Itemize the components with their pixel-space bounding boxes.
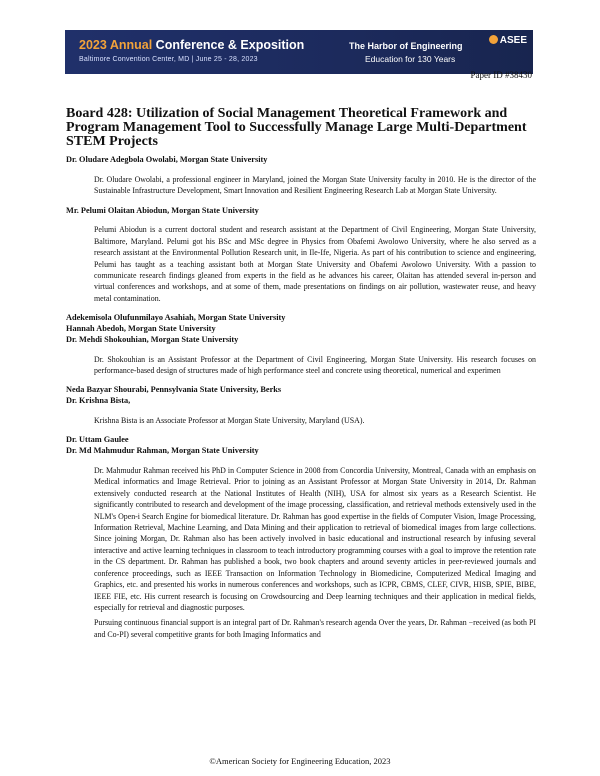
banner-background (65, 30, 533, 74)
author-name: Neda Bazyar Shourabi, Pennsylvania State University, Berks (66, 385, 282, 395)
author-name: Dr. Mehdi Shokouhian, Morgan State University (66, 334, 239, 344)
author-bio: Krishna Bista is an Associate Professor at Morgan State University, Maryland (USA). (94, 416, 365, 426)
author-bio: Pelumi Abiodun is a current doctoral student and research assistant at the Department of Civil Engineering, Morgan State University, Baltimore, Maryland. Pelumi got his BSc and MSc degree in Physics from Obafemi Awolowo University, where he also served as a research assistant at the Environmental Pollution Research unit, in Ile-Ife, Nigeria. As part of his contribution to science and engineering, Pelumi has taught as a teaching assistant both at Morgan State University and Obafemi Awolowo University. With a passion to communicate research findings gleaned from experts in the field as he advances his career, Olaitan has attended several in-person and virtual conferences and workshops, and at some of them, made presentations on findings on air pollution, wastewater reuse, and heavy metal contamination. (94, 225, 536, 303)
asee-logo-icon (489, 35, 498, 44)
banner-location: Baltimore Convention Center, MD | June 25 - 28, 2023 (79, 56, 258, 63)
author-bio: Dr. Shokouhian is an Assistant Professor at the Department of Civil Engineering, Morgan State University. His research focuses on performance-based design of structures made of high performance steel and concrete using theoretical, numerical and experimen (94, 354, 536, 376)
author-bio-continued: Pursuing continuous financial support is an integral part of Dr. Rahman's research agenda Over the years, Dr. Rahman −received (as both PI and Co-PI) several competitive grants for both Imaging Informatics and (94, 618, 536, 639)
authors-section (66, 155, 536, 649)
author-name: Dr. Krishna Bista, (66, 396, 131, 406)
author-bio: Dr. Oludare Owolabi, a professional engineer in Maryland, joined the Morgan State University faculty in 2010. He is the director of the Sustainable Infrastructure Development, Smart Innovation and Resilient Engineering Research Lab at Morgan State University. (94, 174, 536, 196)
author-name: Dr. Oludare Adegbola Owolabi, Morgan State University (66, 155, 268, 164)
copyright-footer: ©American Society for Engineering Education, 2023 (209, 756, 391, 766)
paper-title: Board 428: Utilization of Social Management Theoretical Framework and Program Management Tool to Successfully Manage Large Multi-Department STEM Projects (66, 106, 527, 149)
paper-id: Paper ID #38430 (470, 70, 532, 80)
banner-conference-name: Conference & Exposition (155, 38, 305, 52)
banner-tagline-secondary: Education for 130 Years (365, 54, 456, 64)
author-name: Mr. Pelumi Olaitan Abiodun, Morgan State University (66, 205, 259, 215)
asee-logo (489, 35, 527, 46)
banner-conference-title (79, 38, 304, 52)
conference-banner (65, 30, 533, 74)
author-bio: Dr. Mahmudur Rahman received his PhD in Computer Science in 2008 from Concordia University, Montreal, Canada with an emphasis on Medical informatics and Image Retrieval. Prior to joining as an Assistant Professor at Morgan State University in 2014, Dr. Rahman extensively conducted research at the National Institutes of Health (NIH), USA for almost six years as a Research Scientist. He significantly contributed to research and development of the image processing, classification, and retrieval methods extensively used in the NLM's Open-i Search Engine for biomedical literature. Dr. Rahman has good expertise in the fields of Computer Vision, Image Processing, Information Retrieval, Machine Learning, and Data Mining and their application to retrieval of biomedical images from large collections. Since joining Morgan, Dr. Rahman also has been actively involved in basic educational and instructional research by infusing several interactive and active learning techniques in classroom to teach introductory programming courses with a goal to improve the retention rate in the CS department. Dr. Rahman has published a book, two book chapters and around seventy articles in peer-reviewed journals and conference proceedings, such as IEEE Transaction on Information Technology in Biomedicine, Computerized Medical Imaging and Graphics, etc. and presented his works in numerous conferences and workshops, such as ICPR, CBMS, CLEF, CIVR, HISB, SPIE, BIBE, IEEE FIE, etc. His current research is focusing on Crowdsourcing and Deep learning techniques and their application in medical fields, especially for retrieval and diagnostic purposes. (94, 466, 536, 612)
author-name: Dr. Md Mahmudur Rahman, Morgan State University (66, 446, 259, 456)
asee-logo-text: ASEE (499, 35, 527, 46)
banner-tagline: The Harbor of Engineering (349, 41, 463, 51)
author-name: Dr. Uttam Gaulee (66, 435, 129, 445)
banner-conference-year: 2023 Annual (79, 38, 153, 52)
author-name: Hannah Abedoh, Morgan State University (66, 324, 216, 334)
author-name: Adekemisola Olufunmilayo Asahiah, Morgan State University (66, 313, 286, 323)
